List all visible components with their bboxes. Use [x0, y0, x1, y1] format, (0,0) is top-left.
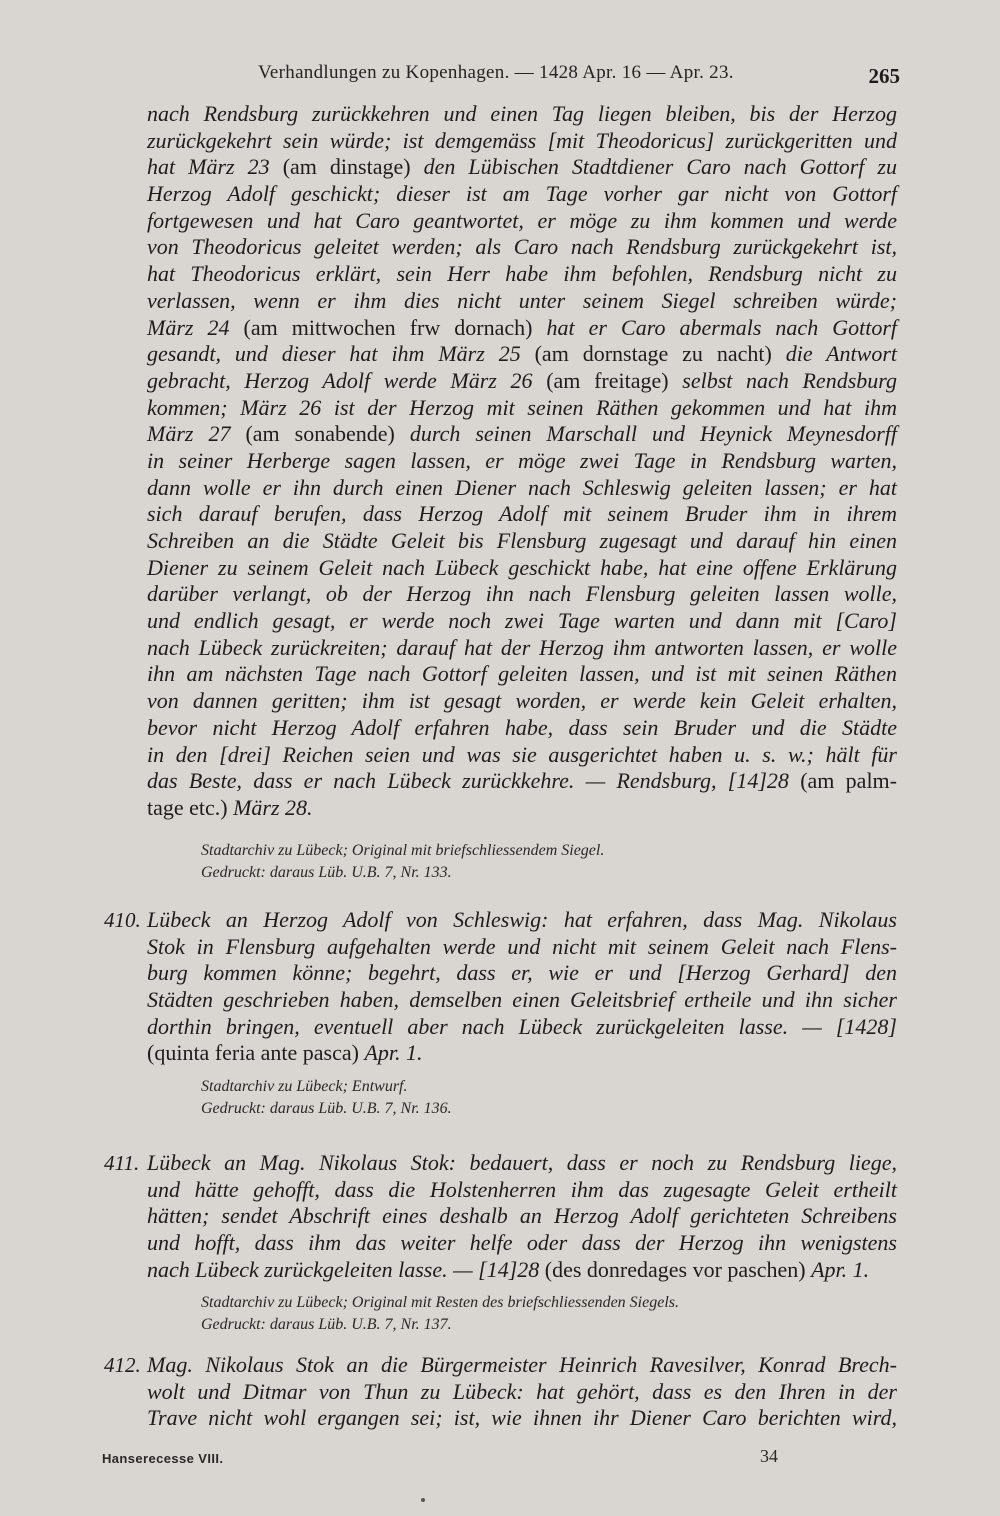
text-line — [147, 341, 897, 368]
text-line — [147, 421, 897, 448]
text-line — [147, 1177, 897, 1204]
text-segment: Städten geschrieben haben, demselben einen Geleitsbrief ertheile und ihn sicher — [147, 987, 897, 1013]
text-line — [147, 661, 897, 688]
text-line — [147, 1352, 897, 1379]
text-line — [147, 208, 897, 235]
text-segment: und hätte gehofft, dass die Holstenherren ihm das zugesagte Geleit ertheilt — [147, 1176, 897, 1202]
text-segment: gesandt, und dieser hat ihm März 25 — [147, 341, 535, 367]
text-segment: selbst nach Rendsburg — [682, 367, 898, 393]
signature-mark: 34 — [760, 1446, 778, 1466]
text-segment: und hofft, dass ihm das weiter helfe oder dass der Herzog ihn wenigstens — [147, 1230, 897, 1256]
text-line — [147, 368, 897, 395]
source-note — [201, 1076, 901, 1120]
text-segment: fortgewesen und hat Caro geantwortet, er möge zu ihm kommen und werde — [147, 207, 897, 233]
text-line — [147, 1230, 897, 1257]
text-segment: (am mittwochen frw dornach) — [243, 314, 547, 340]
page-header — [148, 58, 900, 90]
text-line — [147, 1150, 897, 1177]
text-line — [147, 688, 897, 715]
text-segment: (des donredages vor paschen) — [544, 1256, 812, 1282]
text-line — [147, 608, 897, 635]
text-segment: (am dinstage) — [282, 154, 424, 180]
text-segment: Apr. 1. — [364, 1040, 423, 1066]
text-segment: sich darauf berufen, dass Herzog Adolf mit seinem Bruder ihm in ihrem — [147, 501, 897, 527]
entry-regest — [147, 907, 897, 1067]
text-segment: zurückgekehrt sein würde; ist demgemäss [mit Theodoricus] zurückgeritten und — [147, 127, 897, 153]
text-line — [147, 555, 897, 582]
text-line — [147, 288, 897, 315]
text-segment: Lübeck an Mag. Nikolaus Stok: bedauert, dass er noch zu Rendsburg liege, — [147, 1150, 897, 1175]
entry-regest — [147, 1352, 897, 1432]
text-segment: burg kommen könne; begehrt, dass er, wie er und [Herzog Gerhard] den — [147, 960, 897, 986]
text-segment: März 24 — [147, 314, 244, 340]
text-segment: verlassen, wenn er ihm dies nicht unter seinem Siegel schreiben würde; — [147, 287, 897, 313]
text-segment: hat er Caro abermals nach Gottorf — [546, 314, 898, 340]
page-number: 265 — [868, 64, 900, 88]
text-segment: dann wolle er ihn durch einen Diener nach Schleswig geleiten lassen; er hat — [147, 474, 897, 500]
text-segment: (am freitage) — [546, 367, 683, 393]
text-segment: hat Theodoricus erklärt, sein Herr habe ihm befohlen, Rendsburg nicht zu — [147, 261, 897, 287]
text-segment: kommen; März 26 ist der Herzog mit seinen Räthen gekommen und hat ihm — [147, 394, 897, 420]
source-note — [201, 1292, 901, 1336]
text-line — [147, 154, 897, 181]
series-title: Hanserecesse VIII. — [102, 1451, 224, 1466]
text-line — [147, 1040, 897, 1067]
text-line — [147, 528, 897, 555]
source-line: Gedruckt: daraus Lüb. U.B. 7, Nr. 136. — [201, 1100, 452, 1117]
running-title: Verhandlungen zu Kopenhagen. — 1428 Apr. 16 — Apr. 23. — [258, 62, 734, 83]
text-line — [147, 181, 897, 208]
text-segment: Diener zu seinem Geleit nach Lübeck geschickt habe, hat eine offene Erklärung — [147, 554, 897, 580]
text-segment: den Lübischen Stadtdiener Caro nach Gottorf zu — [423, 154, 897, 180]
text-line — [147, 1014, 897, 1041]
text-segment: bevor nicht Herzog Adolf erfahren habe, dass sein Bruder und die Städte — [147, 714, 897, 740]
text-segment: nach Lübeck zurückreiten; darauf hat der Herzog ihm antworten lassen, er wolle — [147, 634, 897, 660]
text-line — [147, 1257, 897, 1284]
text-segment: die Antwort — [785, 341, 897, 367]
entry-number: 410. — [104, 908, 141, 932]
text-line — [147, 128, 897, 155]
source-line: Gedruckt: daraus Lüb. U.B. 7, Nr. 133. — [201, 864, 452, 881]
text-line — [147, 742, 897, 769]
text-segment: das Beste, dass er nach Lübeck zurückkehre. — Rendsburg, [14]28 — [147, 768, 801, 794]
text-segment: Stok in Flensburg aufgehalten werde und nicht mit seinem Geleit nach Flens- — [147, 933, 897, 959]
text-line — [147, 581, 897, 608]
source-line: Stadtarchiv zu Lübeck; Entwurf. — [201, 1078, 408, 1095]
text-segment: darüber verlangt, ob der Herzog ihn nach Flensburg geleiten lassen wolle, — [147, 581, 897, 607]
text-segment: (quinta feria ante pasca) — [147, 1040, 365, 1066]
text-segment: in seiner Herberge sagen lassen, er möge zwei Tage in Rendsburg warten, — [147, 447, 897, 473]
text-segment: von Theodoricus geleitet werden; als Caro nach Rendsburg zurückgekehrt ist, — [147, 234, 897, 260]
text-segment: tage etc.) — [147, 794, 234, 820]
text-line — [147, 960, 897, 987]
text-segment: hat März 23 — [147, 154, 283, 180]
text-line — [147, 907, 897, 934]
source-line: Stadtarchiv zu Lübeck; Original mit Resten des briefschliessenden Siegels. — [201, 1294, 679, 1311]
text-line — [147, 715, 897, 742]
entry-number: 411. — [104, 1151, 140, 1175]
source-line: Gedruckt: daraus Lüb. U.B. 7, Nr. 137. — [201, 1316, 452, 1333]
text-line — [147, 475, 897, 502]
text-segment: Herzog Adolf geschickt; dieser ist am Tage vorher gar nicht von Gottorf — [147, 181, 897, 207]
text-segment: ihn am nächsten Tage nach Gottorf geleiten lassen, und ist mit seinen Räthen — [147, 661, 897, 687]
text-line — [147, 987, 897, 1014]
entry-regest — [147, 1150, 897, 1283]
text-segment: durch seinen Marschall und Heynick Meynesdorff — [409, 421, 898, 447]
text-segment: nach Rendsburg zurückkehren und einen Tag liegen bleiben, bis der Herzog — [147, 101, 897, 126]
text-line — [147, 261, 897, 288]
text-line — [147, 934, 897, 961]
text-segment: Trave nicht wohl ergangen sei; ist, wie ihnen ihr Diener Caro berichten wird, — [147, 1405, 897, 1431]
text-line — [147, 395, 897, 422]
text-segment: dorthin bringen, eventuell aber nach Lübeck zurückgeleiten lasse. — [1428] — [147, 1013, 897, 1039]
text-line — [147, 1405, 897, 1432]
text-segment: (am sonabende) — [245, 421, 410, 447]
text-segment: gebracht, Herzog Adolf werde März 26 — [147, 367, 547, 393]
text-segment: hätten; sendet Abschrift eines deshalb an Herzog Adolf gerichteten Schreibens — [147, 1203, 897, 1229]
text-segment: Lübeck an Herzog Adolf von Schleswig: hat erfahren, dass Mag. Nikolaus — [147, 907, 897, 932]
text-segment: (am palm- — [800, 768, 897, 794]
text-line — [147, 795, 897, 822]
text-line — [147, 1379, 897, 1406]
text-segment: März 27 — [147, 421, 246, 447]
text-segment: wolt und Ditmar von Thun zu Lübeck: hat gehört, dass es den Ihren in der — [147, 1378, 897, 1404]
source-line: Stadtarchiv zu Lübeck; Original mit briefschliessendem Siegel. — [201, 842, 605, 859]
continuation-paragraph — [147, 101, 897, 822]
text-line — [147, 101, 897, 128]
text-line — [147, 635, 897, 662]
text-line — [147, 1203, 897, 1230]
text-segment: von dannen geritten; ihm ist gesagt worden, er werde kein Geleit erhalten, — [147, 688, 897, 714]
source-note — [201, 840, 901, 884]
entry-number: 412. — [104, 1353, 141, 1377]
text-line — [147, 501, 897, 528]
text-line — [147, 234, 897, 261]
text-segment: in den [drei] Reichen seien und was sie ausgerichtet haben u. s. w.; hält für — [147, 741, 897, 767]
text-segment: Apr. 1. — [811, 1256, 870, 1282]
text-line — [147, 768, 897, 795]
text-segment: Schreiben an die Städte Geleit bis Flensburg zugesagt und darauf hin einen — [147, 528, 897, 553]
text-segment: und endlich gesagt, er werde noch zwei Tage warten und dann mit [Caro] — [147, 608, 897, 634]
stray-mark — [421, 1498, 425, 1502]
text-segment: (am dornstage zu nacht) — [534, 341, 786, 367]
text-line — [147, 448, 897, 475]
text-line — [147, 315, 897, 342]
text-segment: Mag. Nikolaus Stok an die Bürgermeister Heinrich Ravesilver, Konrad Brech- — [147, 1352, 897, 1377]
text-segment: März 28. — [233, 794, 313, 820]
text-segment: nach Lübeck zurückgeleiten lasse. — [14]28 — [147, 1256, 545, 1282]
